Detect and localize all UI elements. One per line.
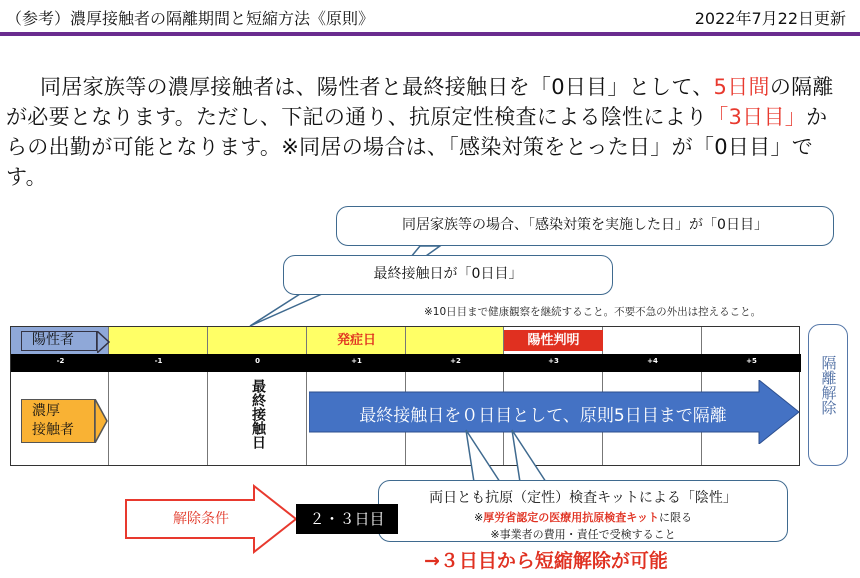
intro-red1: 5日間 [713, 75, 770, 99]
onset-label: 発症日 [336, 333, 376, 348]
health-note: ※10日目まで健康観察を継続すること。不要不急の外出は控えること。 [424, 306, 762, 318]
tick-label: +5 [746, 357, 757, 365]
condition-sub2: ※事業者の費用・責任で受検すること [490, 528, 676, 541]
tick-label: 0 [255, 357, 260, 365]
tick-label: +2 [450, 357, 461, 365]
condition-sub1-highlight: 厚労省認定の医療用抗原検査キット [483, 511, 659, 524]
result-text: →３日目から短縮解除が可能 [424, 550, 668, 572]
tick-label: +4 [647, 357, 658, 365]
callout-last-contact: 最終接触日が「0日目」 [283, 255, 613, 295]
tick-label: -1 [154, 357, 163, 365]
last-contact-vertical: 最終接触日 [250, 379, 266, 449]
condition-sub1-suffix: に限る [659, 511, 692, 524]
callout-lastcontact-tail [250, 294, 322, 326]
isolation-arrow-text: 最終接触日を０日目として、原則5日目まで隔離 [359, 406, 727, 426]
release-condition-label: 解除条件 [173, 511, 229, 527]
tick-label: +1 [351, 357, 362, 365]
tick-label: -2 [56, 357, 65, 365]
release-vertical: 隔離解除 [819, 355, 838, 415]
condition-sub1-prefix: ※ [474, 511, 484, 524]
cond-tail-right [512, 430, 546, 482]
page-title: （参考）濃厚接触者の隔離期間と短縮方法《原則》 [6, 9, 375, 28]
release-condition-box [378, 480, 788, 542]
positive-tag: 陽性者 [21, 331, 97, 351]
intro-red2: 「3日目」 [707, 105, 807, 129]
close-contact-line1: 濃厚 [32, 403, 60, 419]
test-days: ２・３日目 [296, 504, 398, 534]
close-contact-line2: 接触者 [32, 422, 74, 438]
callout-household: 同居家族等の場合、「感染対策を実施した日」が「0日目」 [336, 206, 834, 246]
intro-part3: からの出勤が可能となります。※同居の場合は、「感染対策をとった日」が「0日目」です。 [6, 105, 828, 189]
tick-label: +3 [548, 357, 559, 365]
intro-part1: 同居家族等の濃厚接触者は、陽性者と最終接触日を「0日目」として、 [40, 75, 714, 99]
intro-part2: の隔離が必要となります。ただし、下記の通り、抗原定性検査による陰性により [6, 75, 834, 129]
condition-sub1 [379, 509, 787, 525]
positive-label: 陽性判明 [504, 330, 603, 351]
cond-tail-left [466, 430, 500, 482]
update-date: 2022年7月22日更新 [694, 9, 846, 28]
condition-main: 両日とも抗原（定性）検査キットによる「陰性」 [429, 490, 737, 506]
